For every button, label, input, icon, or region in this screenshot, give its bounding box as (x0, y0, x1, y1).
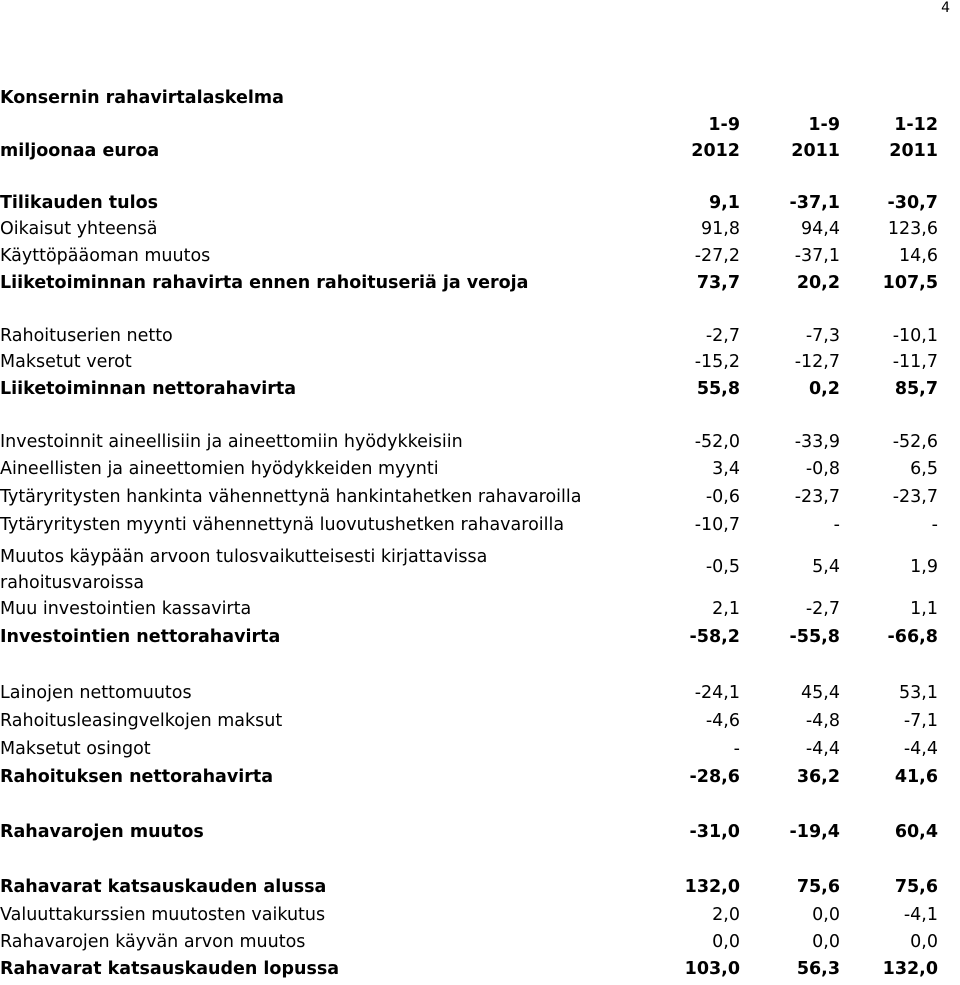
value-1-9-2012: -24,1 (694, 683, 740, 703)
value-1-9-2012: 0,0 (712, 932, 740, 952)
value-1-9-2011: -37,1 (794, 246, 840, 266)
row-label: Liiketoiminnan rahavirta ennen rahoituseriä ja veroja (0, 273, 529, 293)
value-1-9-2011: -55,8 (789, 627, 840, 647)
value-1-9-2011: -37,1 (789, 193, 840, 213)
table-row (0, 193, 960, 219)
value-1-9-2011: 94,4 (801, 219, 840, 239)
table-row (0, 352, 960, 378)
value-1-9-2012: -15,2 (694, 352, 740, 372)
value-1-9-2011: 0,0 (812, 905, 840, 925)
row-label: Rahoituksen nettorahavirta (0, 767, 274, 787)
value-1-12-2011: 107,5 (882, 273, 938, 293)
value-1-9-2011: -4,8 (805, 711, 840, 731)
table-row (0, 544, 960, 596)
row-label: Tytäryritysten hankinta vähennettynä hankintahetken rahavaroilla (0, 487, 582, 507)
column-3-period: 1-12 (894, 115, 938, 135)
row-label: Maksetut osingot (0, 739, 151, 759)
value-1-12-2011: 14,6 (899, 246, 938, 266)
value-1-12-2011: -52,6 (892, 432, 938, 452)
value-1-9-2011: 56,3 (796, 959, 840, 979)
value-1-12-2011: 53,1 (899, 683, 938, 703)
table-row (0, 822, 960, 848)
value-1-9-2012: -27,2 (694, 246, 740, 266)
row-label: Valuuttakurssien muutosten vaikutus (0, 905, 326, 925)
row-label: Maksetut verot (0, 352, 132, 372)
value-1-9-2011: 0,2 (808, 379, 840, 399)
value-1-9-2012: -0,6 (705, 487, 740, 507)
row-label: Rahoituserien netto (0, 326, 173, 346)
value-1-12-2011: 6,5 (910, 459, 938, 479)
value-1-9-2011: 45,4 (801, 683, 840, 703)
value-1-9-2012: 3,4 (712, 459, 740, 479)
value-1-12-2011: 1,9 (910, 557, 938, 577)
value-1-9-2012: 2,1 (712, 599, 740, 619)
column-2-period: 1-9 (808, 115, 840, 135)
value-1-9-2012: 103,0 (684, 959, 740, 979)
page-number: 4 (941, 0, 950, 16)
value-1-12-2011: 123,6 (887, 219, 938, 239)
value-1-12-2011: 0,0 (910, 932, 938, 952)
value-1-9-2012: -31,0 (689, 822, 740, 842)
row-label: Tytäryritysten myynti vähennettynä luovutushetken rahavaroilla (0, 515, 565, 535)
value-1-9-2012: -52,0 (694, 432, 740, 452)
value-1-12-2011: 1,1 (910, 599, 938, 619)
value-1-9-2011: -19,4 (789, 822, 840, 842)
table-row (0, 219, 960, 245)
row-label: Investoinnit aineellisiin ja aineettomiin hyödykkeisiin (0, 432, 463, 452)
value-1-12-2011: -11,7 (892, 352, 938, 372)
value-1-9-2012: -2,7 (705, 326, 740, 346)
value-1-9-2012: -10,7 (694, 515, 740, 535)
value-1-9-2011: -33,9 (794, 432, 840, 452)
value-1-12-2011: -4,1 (903, 905, 938, 925)
value-1-12-2011: 60,4 (894, 822, 938, 842)
table-row (0, 432, 960, 458)
column-3-year: 2011 (889, 141, 938, 161)
value-1-9-2012: -28,6 (689, 767, 740, 787)
value-1-9-2011: -23,7 (794, 487, 840, 507)
table-row (0, 599, 960, 625)
table-row (0, 905, 960, 931)
value-1-12-2011: -4,4 (903, 739, 938, 759)
value-1-12-2011: -23,7 (892, 487, 938, 507)
row-label: Lainojen nettomuutos (0, 683, 192, 703)
row-label: Investointien nettorahavirta (0, 627, 281, 647)
value-1-9-2011: -7,3 (805, 326, 840, 346)
value-1-9-2011: 20,2 (796, 273, 840, 293)
row-label: Tilikauden tulos (0, 193, 159, 213)
value-1-12-2011: 41,6 (894, 767, 938, 787)
value-1-9-2012: -4,6 (705, 711, 740, 731)
value-1-9-2012: -58,2 (689, 627, 740, 647)
value-1-9-2011: 5,4 (812, 557, 840, 577)
row-label: Rahavarat katsauskauden alussa (0, 877, 327, 897)
value-1-9-2012: -0,5 (705, 557, 740, 577)
value-1-9-2012: 91,8 (701, 219, 740, 239)
value-1-9-2011: 36,2 (796, 767, 840, 787)
value-1-9-2011: 75,6 (796, 877, 840, 897)
table-row (0, 487, 960, 513)
table-row (0, 379, 960, 405)
value-1-9-2012: 9,1 (708, 193, 740, 213)
value-1-12-2011: 132,0 (882, 959, 938, 979)
value-1-9-2011: -4,4 (805, 739, 840, 759)
value-1-9-2011: 0,0 (812, 932, 840, 952)
table-row (0, 627, 960, 653)
row-label: Rahavarojen käyvän arvon muutos (0, 932, 306, 952)
column-1-period: 1-9 (708, 115, 740, 135)
row-label: Rahavarat katsauskauden lopussa (0, 959, 340, 979)
row-label: Oikaisut yhteensä (0, 219, 158, 239)
value-1-12-2011: - (931, 515, 938, 535)
row-label: Käyttöpääoman muutos (0, 246, 211, 266)
row-label: Muu investointien kassavirta (0, 599, 252, 619)
table-row (0, 711, 960, 737)
value-1-12-2011: 75,6 (894, 877, 938, 897)
table-row (0, 246, 960, 272)
value-1-12-2011: -30,7 (887, 193, 938, 213)
value-1-9-2011: -2,7 (805, 599, 840, 619)
value-1-9-2012: 132,0 (684, 877, 740, 897)
table-row (0, 683, 960, 709)
column-2-year: 2011 (791, 141, 840, 161)
value-1-12-2011: -66,8 (887, 627, 938, 647)
table-row (0, 515, 960, 541)
value-1-9-2011: -12,7 (794, 352, 840, 372)
table-row (0, 959, 960, 985)
value-1-12-2011: -10,1 (892, 326, 938, 346)
value-1-9-2012: 2,0 (712, 905, 740, 925)
row-label: Liiketoiminnan nettorahavirta (0, 379, 297, 399)
row-label: Rahavarojen muutos (0, 822, 204, 842)
unit-label: miljoonaa euroa (0, 141, 160, 161)
value-1-12-2011: -7,1 (903, 711, 938, 731)
row-label: Rahoitusleasingvelkojen maksut (0, 711, 283, 731)
table-row (0, 767, 960, 793)
column-1-year: 2012 (691, 141, 740, 161)
row-label (0, 544, 487, 596)
value-1-9-2012: 73,7 (696, 273, 740, 293)
table-row (0, 739, 960, 765)
value-1-9-2012: - (733, 739, 740, 759)
table-row (0, 877, 960, 903)
report-title: Konsernin rahavirtalaskelma (0, 88, 284, 108)
row-label: Aineellisten ja aineettomien hyödykkeiden myynti (0, 459, 439, 479)
table-row (0, 932, 960, 958)
row-label-line-1: Muutos käypään arvoon tulosvaikutteisesti kirjattavissa (0, 547, 488, 567)
table-row (0, 326, 960, 352)
value-1-12-2011: 85,7 (894, 379, 938, 399)
table-row (0, 459, 960, 485)
value-1-9-2011: -0,8 (805, 459, 840, 479)
value-1-9-2012: 55,8 (696, 379, 740, 399)
table-row (0, 273, 960, 299)
row-label-line-2: rahoitusvaroissa (0, 573, 145, 593)
value-1-9-2011: - (833, 515, 840, 535)
